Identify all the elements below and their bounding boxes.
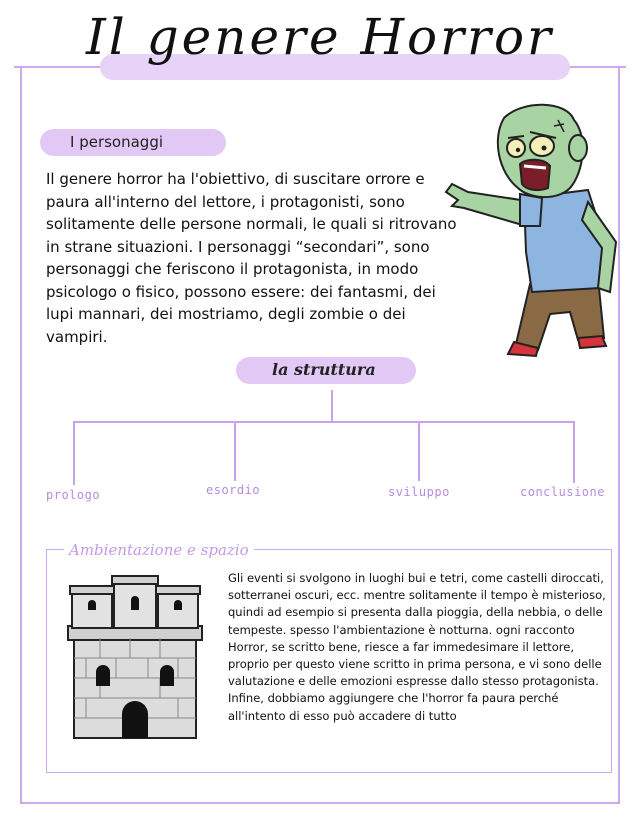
frame-left-line	[20, 66, 22, 804]
tree-branch-line-3	[418, 421, 420, 481]
characters-heading: I personaggi	[70, 133, 164, 151]
tree-trunk-line	[331, 390, 333, 422]
branch-label-prologo: prologo	[46, 488, 101, 502]
tree-branch-line-4	[573, 421, 575, 483]
tree-branch-line-2	[234, 421, 236, 481]
frame-right-line	[618, 66, 620, 804]
castle-illustration	[60, 574, 210, 740]
tree-horizontal-line	[73, 421, 575, 423]
setting-box-right	[611, 549, 612, 773]
frame-bottom-line	[20, 802, 620, 804]
characters-text: Il genere horror ha l'obiettivo, di suscitare orrore e paura all'interno del lettore, i protagonisti, sono solitamente delle persone normali, le quali si ritrovano in strane situazioni. I personaggi “secondari”, sono personaggi che feriscono il protagonista, in modo psicologo o fisico, possono essere: dei fantasmi, dei lupi mannari, dei mostriamo, degli zombie o dei vampiri.	[46, 170, 457, 346]
setting-box-bottom	[46, 772, 612, 773]
zombie-illustration	[438, 102, 618, 358]
tree-branch-line-1	[73, 421, 75, 485]
setting-heading: Ambientazione e spazio	[64, 541, 254, 559]
branch-label-sviluppo: sviluppo	[388, 485, 450, 499]
setting-box-left	[46, 549, 47, 773]
branch-label-esordio: esordio	[206, 483, 261, 497]
page-title: Il genere Horror	[86, 8, 554, 66]
branch-label-conclusione: conclusione	[520, 485, 605, 499]
setting-text: Gli eventi si svolgono in luoghi bui e tetri, come castelli diroccati, sotterranei oscuri, ecc. mentre solitamente il tempo è misterioso, quindi ad esempio si presenta dalla pioggia, della nebbia, o delle tempeste. spesso l'ambientazione è notturna. ogni racconto Horror, se scritto bene, riesce a far immedesimare il lettore, proprio per questo viene scritto in prima persona, e vi sono delle valutazione e delle emozioni espresse dallo stesso protagonista. Infine, dobbiamo aggiungere che l'horror fa paura perché all'intento di esso può accadere di tutto	[228, 571, 606, 723]
structure-heading: la struttura	[272, 360, 376, 379]
